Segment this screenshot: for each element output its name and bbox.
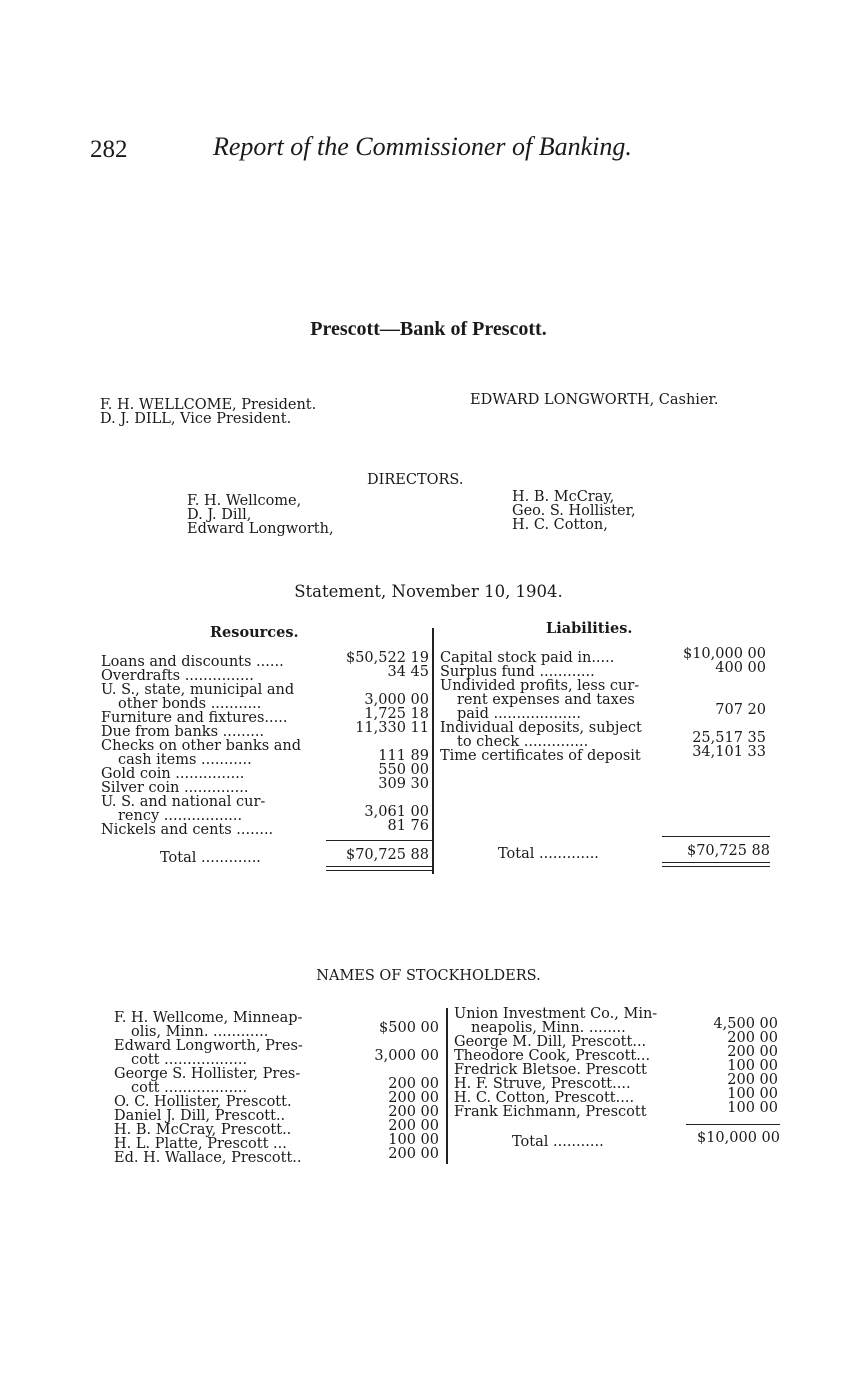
stockholders-divider — [446, 1008, 448, 1164]
liability-amount: 25,517 35 — [692, 730, 766, 746]
page-number: 282 — [90, 136, 128, 163]
stockholder-amount: 100 00 — [727, 1086, 778, 1102]
stockholder-amount: 200 00 — [388, 1146, 439, 1162]
liability-amount: 707 20 — [715, 702, 766, 718]
liabilities-heading: Liabilities. — [546, 620, 633, 637]
stockholder-name: Edward Longworth, Pres- — [114, 1038, 303, 1054]
stockholder-name: George M. Dill, Prescott... — [454, 1034, 647, 1050]
stockholder-amount: 200 00 — [388, 1118, 439, 1134]
statement-divider — [432, 628, 434, 874]
resource-amount: 3,000 00 — [364, 692, 429, 708]
stockholder-amount: 100 00 — [727, 1058, 778, 1074]
director: Edward Longworth, — [187, 521, 334, 537]
liability-label-cont: to check .............. — [457, 734, 589, 750]
resources-heading: Resources. — [210, 624, 299, 641]
stockholder-name: Daniel J. Dill, Prescott.. — [114, 1108, 286, 1124]
stockholder-name: George S. Hollister, Pres- — [114, 1066, 301, 1082]
director: F. H. Wellcome, — [187, 493, 302, 509]
liability-amount: $10,000 00 — [682, 646, 766, 662]
bank-title: Prescott—Bank of Prescott. — [310, 318, 547, 340]
stockholder-name: O. C. Hollister, Prescott. — [114, 1094, 292, 1110]
stockholders-total: $10,000 00 — [696, 1130, 780, 1146]
resources-total-label: Total ............. — [160, 850, 261, 866]
rule — [326, 870, 432, 871]
rule — [326, 866, 432, 867]
resource-label-cont: rency ................. — [118, 808, 243, 824]
liability-amount: 400 00 — [715, 660, 766, 676]
resources-total: $70,725 88 — [345, 847, 429, 863]
stockholder-name-cont: cott .................. — [131, 1080, 248, 1096]
stockholders-total-label: Total ........... — [512, 1134, 604, 1150]
resource-label-cont: other bonds ........... — [118, 696, 262, 712]
stockholder-amount: $500 00 — [379, 1020, 439, 1036]
stockholder-amount: 200 00 — [388, 1104, 439, 1120]
rule — [662, 836, 770, 837]
resource-label: Overdrafts ............... — [101, 668, 254, 684]
rule — [326, 840, 432, 841]
stockholder-name: H. L. Platte, Prescott ... — [114, 1136, 287, 1152]
resource-label: Silver coin .............. — [101, 780, 249, 796]
resource-label: Due from banks ......... — [101, 724, 265, 740]
resource-label: Loans and discounts ...... — [101, 654, 284, 670]
stockholder-name-cont: cott .................. — [131, 1052, 248, 1068]
resource-amount: 34 45 — [387, 664, 429, 680]
stockholder-amount: 200 00 — [388, 1076, 439, 1092]
stockholder-name: H. F. Struve, Prescott.... — [454, 1076, 631, 1092]
stockholder-amount: 200 00 — [727, 1044, 778, 1060]
liability-amount: 34,101 33 — [692, 744, 766, 760]
resource-amount: 11,330 11 — [355, 720, 429, 736]
directors-right — [512, 490, 636, 532]
resource-amount: 309 30 — [378, 776, 429, 792]
resource-amount: 550 00 — [378, 762, 429, 778]
stockholder-name-cont: neapolis, Minn. ........ — [471, 1020, 626, 1036]
stockholder-name: Ed. H. Wallace, Prescott.. — [114, 1150, 302, 1166]
liability-label: Capital stock paid in..... — [440, 650, 615, 666]
resource-label: Nickels and cents ........ — [101, 822, 274, 838]
stockholder-amount: 200 00 — [727, 1072, 778, 1088]
stockholder-amount: 100 00 — [388, 1132, 439, 1148]
liability-label-cont: rent expenses and taxes — [457, 692, 635, 708]
liabilities-total-label: Total ............. — [498, 846, 599, 862]
resource-amount: 111 89 — [378, 748, 429, 764]
director: D. J. Dill, — [187, 507, 252, 523]
director: H. C. Cotton, — [512, 517, 608, 533]
stockholder-name: Theodore Cook, Prescott... — [454, 1048, 651, 1064]
rule — [662, 866, 770, 867]
officer-vice-president: D. J. DILL, Vice President. — [100, 411, 292, 427]
resource-amount: 1,725 18 — [364, 706, 429, 722]
liability-label: Undivided profits, less cur- — [440, 678, 640, 694]
stockholder-name: Union Investment Co., Min- — [454, 1006, 658, 1022]
liability-label: Time certificates of deposit — [440, 748, 641, 764]
stockholder-amount: 3,000 00 — [374, 1048, 439, 1064]
stockholder-amount: 200 00 — [727, 1030, 778, 1046]
stockholder-name: Fredrick Bletsoe. Prescott — [454, 1062, 647, 1078]
resource-label: Gold coin ............... — [101, 766, 245, 782]
liability-label-cont: paid ................... — [457, 706, 582, 722]
director: Geo. S. Hollister, — [512, 503, 636, 519]
stockholder-name: Frank Eichmann, Prescott — [454, 1104, 647, 1120]
stockholder-amount: 200 00 — [388, 1090, 439, 1106]
stockholders-heading: NAMES OF STOCKHOLDERS. — [316, 968, 541, 984]
stockholder-amount: 100 00 — [727, 1100, 778, 1116]
liabilities-total: $70,725 88 — [686, 843, 770, 859]
statement-title: Statement, November 10, 1904. — [294, 582, 563, 601]
directors-left — [187, 494, 334, 536]
liability-label: Individual deposits, subject — [440, 720, 642, 736]
director: H. B. McCray, — [512, 489, 615, 505]
stockholder-name: H. C. Cotton, Prescott.... — [454, 1090, 635, 1106]
resource-label-cont: cash items ........... — [118, 752, 252, 768]
officers-left — [100, 398, 316, 426]
stockholder-name-cont: olis, Minn. ............ — [131, 1024, 269, 1040]
resource-label: U. S., state, municipal and — [101, 682, 295, 698]
rule — [662, 862, 770, 863]
resource-amount: 3,061 00 — [364, 804, 429, 820]
officer-president: F. H. WELLCOME, President. — [100, 397, 317, 413]
resource-label: U. S. and national cur- — [101, 794, 266, 810]
resource-amount: 81 76 — [387, 818, 429, 834]
directors-heading: DIRECTORS. — [367, 472, 464, 488]
running-title: Report of the Commissioner of Banking. — [213, 132, 632, 161]
liability-label: Surplus fund ............ — [440, 664, 595, 680]
stockholder-name: F. H. Wellcome, Minneap- — [114, 1010, 303, 1026]
rule — [686, 1124, 780, 1125]
stockholder-name: H. B. McCray, Prescott.. — [114, 1122, 292, 1138]
stockholder-amount: 4,500 00 — [713, 1016, 778, 1032]
officer-cashier: EDWARD LONGWORTH, Cashier. — [470, 392, 719, 408]
resource-label: Checks on other banks and — [101, 738, 302, 754]
resource-amount: $50,522 19 — [345, 650, 429, 666]
resource-label: Furniture and fixtures..... — [101, 710, 288, 726]
